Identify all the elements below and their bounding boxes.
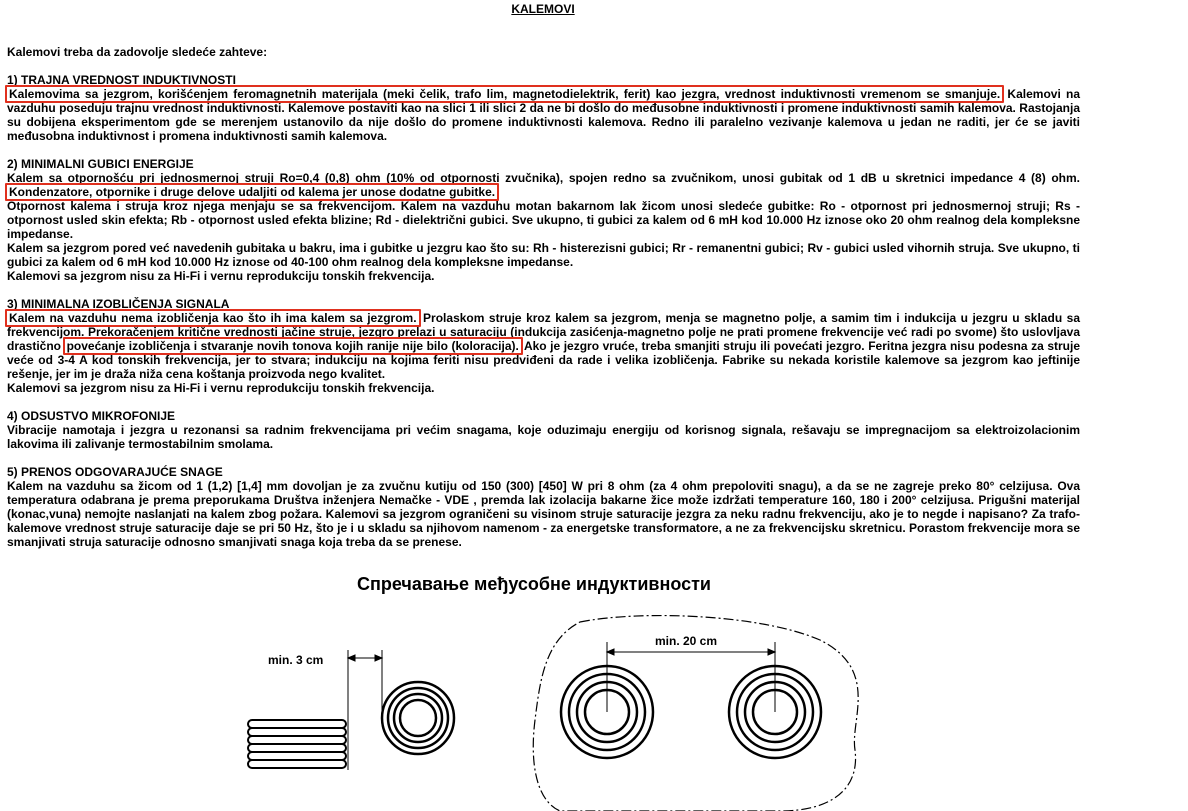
highlight-box: povećanje izobličenja i stvaranje novih tonova kojih ranije nije bilo (koloracija). [63,337,523,355]
figure-title: Спречавање међусобне индуктивности [356,574,711,594]
dimension-right [607,642,775,712]
section-1-body: Kalemovi na vazduhu poseduju trajnu vrednost induktivnosti. Kalemove postaviti kao na slici 1 ili slici 2 da ne bi došlo do međusobne induktivnosti i promene induktivnosti samih kalemova. Rastojanja su dobijena eksperimentom gde se merenjem ustanovilo da nije došlo do promene induktivnosti kalemova. Redno ili paralelno vezivanje kalemova u jedan ne raditi, jer će se javiti međusobna induktivnost i promena induktivnosti samih kalemova. [7,87,1080,143]
section-2-paragraph: Kalemovi sa jezgrom nisu za Hi-Fi i vernu reprodukciju tonskih frekvencija. [7,269,435,283]
section-2 [7,157,1080,283]
highlight-box: Kalem na vazduhu nema izobličenja kao što ih ima kalem sa jezgrom. [5,309,421,327]
section-2-paragraph: Kalem sa jezgrom pored već navedenih gubitaka u bakru, ima i gubitke u jezgru kao što su: Rh - histerezisni gubici; Rr - remanentni gubici; Rv - gubici usled vihornih struja. Sve ukupno, ti gubici za kalem od 6 mH kod 10.000 Hz iznose od 40-100 ohm realnog dela kompleksne impedanse. [7,241,1080,269]
section-4-heading: 4) ODSUSTVO MIKROFONIJE [7,409,176,423]
section-2-text [7,171,1080,199]
dimension-left [348,650,382,770]
document-body [7,45,1080,563]
highlight-box: Kalemovima sa jezgrom, korišćenjem feromagnetnih materijala (meki čelik, trafo lim, magnetodielektrik, ferit) kao jezgra, vrednost induktivnosti vremenom se smanjuje. [5,85,1004,103]
section-3-body: Ako je jezgro vruće, treba smanjiti struju ili povećati jezgro. Feritna jezgra nisu podesna za struje veće od 3-4 A kod tonskih frekvencija, jer to stvara; indukciju na kojima feriti nisu predviđeni da rade i velika izobličenja. Fabrike su nekada koristile kalemove sa jezgrom kao jeftinije rešenje, jer im je draža niža cena koštanja proizvoda nego kvalitet. [7,339,1080,381]
section-5 [7,465,1080,549]
section-1 [7,73,1080,143]
section-3-heading: 3) MINIMALNA IZOBLIČENJA SIGNALA [7,297,230,311]
section-2-heading: 2) MINIMALNI GUBICI ENERGIJE [7,157,194,171]
section-4-text: Vibracije namotaja i jezgra u rezonansi sa radnim frekvencijama pri većim snagama, koje oduzimaju energiju od korisnog signala, rešavaju se impregnacijom sa elektroizolacionim lakovima ili zalivanje termostabilnim smolama. [7,423,1080,451]
coil-spacing-diagram [0,600,1188,811]
section-5-text: Kalem na vazduhu sa žicom od 1 (1,2) [1,4] mm dovoljan je za zvučnu kutiju od 150 (300) [450] W pri 8 ohm (za 4 ohm prepoloviti snagu), a da se ne zagreje preko 80° celzijusa. Ova temperatura odabrana je prema preporukama Društva inženjera Nemačke - VDE , premda lak izolacija bakarne žice može izdržati temperature 160, 180 i 200° celzijusa. Prigušni materijal (konac,vuna) nemojte naslanjati na kalem zbog požara. Kalemovi sa jezgrom ograničeni su visinom struje saturacije jezgra za neku radnu frekvenciju, ako je to negde i napisano? Za trafo-kalemove vrednost struje saturacije daje se pri 50 Hz, što je i u skladu sa njihovom namenom - za energetske transformatore, a ne za frekvencijsku skretnicu. Porastom frekvencije mora se smanjivati struja saturacije odnosno smanjivati snaga koja treba da se prenese. [7,479,1080,549]
dimension-label-right: min. 20 cm [655,634,718,648]
page-title: KALEMOVI [511,2,575,16]
flat-coil-stack [248,720,346,768]
intro-text: Kalemovi treba da zadovolje sledeće zahteve: [7,45,268,59]
section-1-heading: 1) TRAJNA VREDNOST INDUKTIVNOSTI [7,73,236,87]
section-2-paragraph: Otpornost kalema i struja kroz njega menjaju se sa frekvencijom. Kalem na vazduhu motan bakarnom lak žicom unosi sledeće gubitke: Rо - otpornost pri jednosmernoj struji; Rs - otpornost usled skin efekta; Rb - otpornost usled efekta blizine; Rd - dielektrični gubici. Sve ukupno, ti gubici za kalem od 6 mH kod 10.000 Hz iznose oko 20 ohm realnog dela kompleksne impedanse. [7,199,1080,241]
section-5-heading: 5) PRENOS ODGOVARAJUĆE SNAGE [7,465,223,479]
highlight-box: Kondenzatore, otpornike i druge delove udaljiti od kalema jer unose dodatne gubitke. [5,183,499,201]
standing-coil-left [382,682,454,754]
section-3-body: Prolaskom struje kroz kalem sa jezgrom, menja se magnetno polje, a samim tim i indukcija u jezgru u skladu sa frekvencijom. Prekoračenjem kritične vrednosti jačine struje, jezgro prelazi u saturaciju (indukcija zasićenja-magnetno polje ne prati promene frekvencije već radi po svome) što uslovljava drastično [7,311,1080,353]
section-3-paragraph: Kalemovi sa jezgrom nisu za Hi-Fi i vernu reprodukciju tonskih frekvencija. [7,381,435,395]
section-4 [7,409,1080,451]
section-1-text [7,87,1080,143]
section-3 [7,297,1080,395]
dimension-label-left: min. 3 cm [268,653,324,667]
section-3-text [7,311,1080,381]
section-2-body: Kalem sa otpornošću pri jednosmernoj struji Ro=0,4 (0,8) ohm (10% od otpornosti zvučnika), spojen redno sa zvučnikom, unosi gubitak od 1 dB u skretnici impedance 4 (8) ohm. [7,171,1080,185]
